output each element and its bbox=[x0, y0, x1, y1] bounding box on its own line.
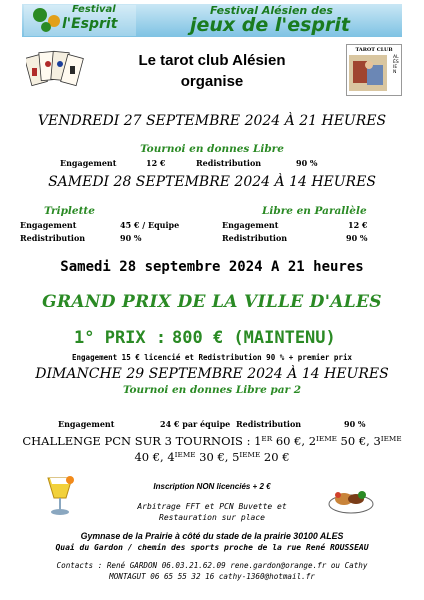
triplette-engagement-label: Engagement bbox=[20, 220, 77, 230]
challenge-line2: 40 €, 4ᴵᴱᴹᴱ 30 €, 5ᴵᴱᴹᴱ 20 € bbox=[134, 450, 290, 464]
sunday-redistribution-value: 90 % bbox=[344, 419, 366, 429]
first-prize-value: 800 € (MAINTENU) bbox=[172, 328, 336, 348]
sunday-subtitle: Tournoi en donnes Libre par 2 bbox=[122, 384, 302, 396]
triplette-title: Triplette bbox=[44, 205, 95, 217]
sunday-redistribution-label: Redistribution bbox=[236, 419, 302, 429]
challenge-line1: CHALLENGE PCN SUR 3 TOURNOIS : 1ᴱᴿ 60 €, 2ᴵᴱᴹᴱ 50 €, 3ᴵᴱᴹᴱ bbox=[22, 434, 402, 448]
inscription-note: Inscription NON licenciés + 2 € bbox=[153, 482, 271, 491]
grand-prix-title: GRAND PRIX DE LA VILLE D'ALES bbox=[42, 292, 382, 312]
friday-date: VENDREDI 27 SEPTEMBRE 2024 À 21 HEURES bbox=[37, 113, 387, 129]
libre-redistribution-value: 90 % bbox=[346, 233, 368, 243]
saturday-afternoon-date: SAMEDI 28 SEPTEMBRE 2024 À 14 HEURES bbox=[48, 174, 376, 190]
triplette-redistribution-value: 90 % bbox=[120, 233, 142, 243]
banner-left-line1: Festival bbox=[72, 4, 116, 15]
arbitrage-line2: Restauration sur place bbox=[159, 513, 265, 522]
triplette-redistribution-label: Redistribution bbox=[20, 233, 86, 243]
drink-glass-image bbox=[42, 474, 80, 518]
header-subtitle: organise bbox=[180, 73, 244, 90]
friday-subtitle: Tournoi en donnes Libre bbox=[140, 143, 284, 155]
sunday-date: DIMANCHE 29 SEPTEMBRE 2024 À 14 HEURES bbox=[35, 366, 389, 382]
banner-title-line2: jeux de l'esprit bbox=[190, 14, 350, 36]
libre-redistribution-label: Redistribution bbox=[222, 233, 288, 243]
sunday-engagement-value: 24 € par équipe bbox=[160, 419, 231, 429]
friday-engagement-value: 12 € bbox=[146, 158, 166, 168]
food-plate-image bbox=[326, 482, 376, 516]
friday-redistribution-value: 90 % bbox=[296, 158, 318, 168]
saturday-evening-date: Samedi 28 septembre 2024 A 21 heures bbox=[60, 259, 364, 275]
contacts-line2: MONTAGUT 06 65 55 32 16 cathy-1360@hotmail.fr bbox=[109, 572, 315, 581]
libre-engagement-label: Engagement bbox=[222, 220, 279, 230]
libre-parallele-title: Libre en Parallèle bbox=[262, 205, 367, 217]
contacts-line1: Contacts : René GARDON 06.03.21.62.09 rene.gardon@orange.fr ou Cathy bbox=[56, 561, 368, 570]
friday-redistribution-label: Redistribution bbox=[196, 158, 262, 168]
header-title: Le tarot club Alésien bbox=[138, 52, 286, 69]
club-logo bbox=[346, 44, 402, 96]
venue-line2: Quai du Gardon / chemin des sports proche de la rue René ROUSSEAU bbox=[55, 543, 369, 552]
club-logo-side: ALÉSIEN bbox=[393, 55, 399, 75]
club-logo-text: TAROT CLUB bbox=[355, 47, 393, 53]
festival-banner bbox=[22, 4, 402, 37]
banner-title-line1: Festival Alésien des bbox=[210, 4, 333, 17]
sunday-engagement-label: Engagement bbox=[58, 419, 115, 429]
venue-line1: Gymnase de la Prairie à côté du stade de la prairie 30100 ALES bbox=[80, 531, 344, 541]
first-prize-note: Engagement 15 € licencié et Redistribution 90 % + premier prix bbox=[72, 353, 352, 362]
arbitrage-line1: Arbitrage FFT et PCN Buvette et bbox=[137, 502, 287, 511]
triplette-engagement-value: 45 € / Equipe bbox=[120, 220, 180, 230]
friday-engagement-label: Engagement bbox=[60, 158, 117, 168]
first-prize-label: 1° PRIX : bbox=[74, 328, 167, 348]
libre-engagement-value: 12 € bbox=[348, 220, 368, 230]
banner-left-line2: l'Esprit bbox=[62, 16, 118, 32]
